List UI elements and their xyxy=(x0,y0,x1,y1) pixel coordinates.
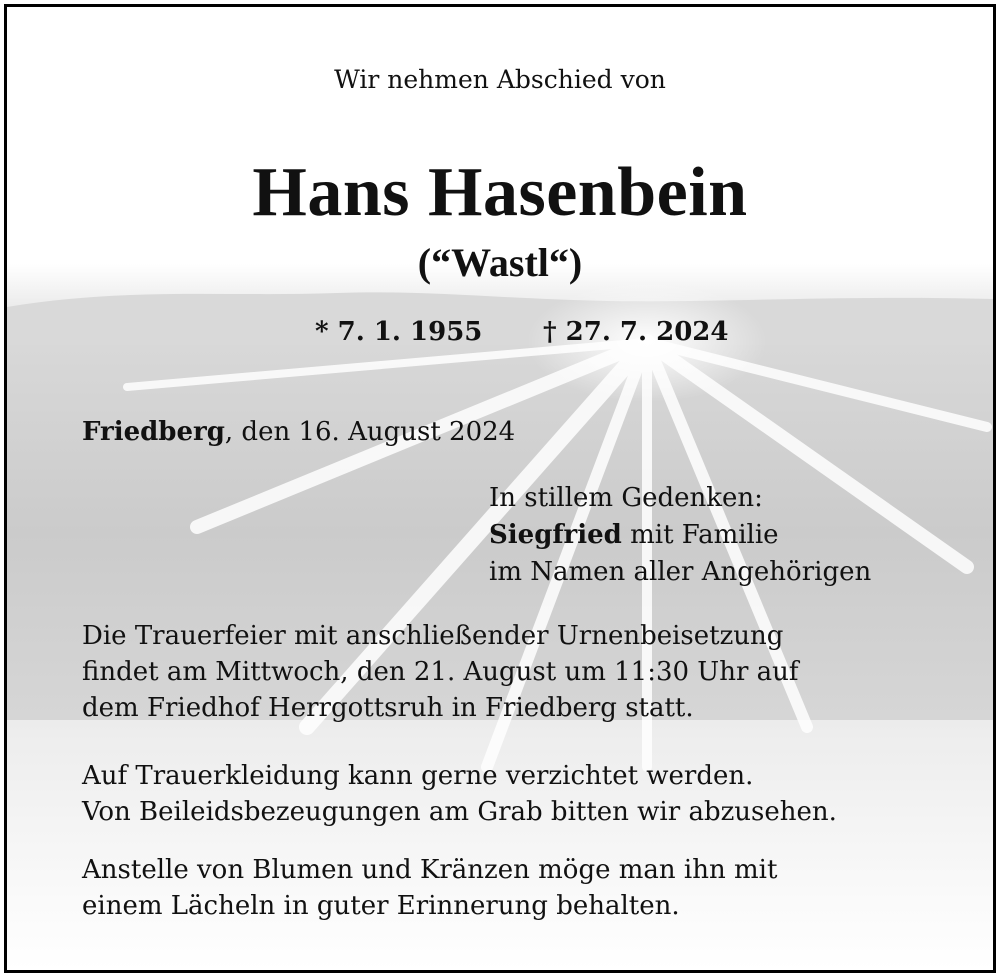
notice-date: , den 16. August 2024 xyxy=(224,417,516,447)
mountain-silhouette xyxy=(7,292,993,347)
ceremony-line-1: Die Trauerfeier mit anschließender Urnenbeisetzung xyxy=(82,621,784,651)
death-date: † 27. 7. 2024 xyxy=(543,317,729,347)
memorial-line-1: In stillem Gedenken: xyxy=(489,483,763,513)
intro-line: Wir nehmen Abschied von xyxy=(334,65,666,94)
place-date-line xyxy=(82,417,515,447)
clothing-line-1: Auf Trauerkleidung kann gerne verzichtet werden. xyxy=(82,761,754,791)
birth-date: * 7. 1. 1955 xyxy=(315,317,483,347)
flowers-line-2: einem Lächeln in guter Erinnerung behalten. xyxy=(82,891,680,921)
obituary-frame xyxy=(4,4,996,973)
mourner-name: Siegfried xyxy=(489,520,622,550)
nickname: (“Wastl“) xyxy=(417,240,583,285)
ceremony-line-2: findet am Mittwoch, den 21. August um 11:30 Uhr auf xyxy=(82,657,799,687)
memorial-line-2 xyxy=(489,520,779,550)
ceremony-line-3: dem Friedhof Herrgottsruh in Friedberg statt. xyxy=(82,693,694,723)
place-name: Friedberg xyxy=(82,417,225,447)
deceased-name: Hans Hasenbein xyxy=(252,154,748,231)
flowers-line-1: Anstelle von Blumen und Kränzen möge man ihn mit xyxy=(82,855,778,885)
clothing-line-2: Von Beileidsbezeugungen am Grab bitten wir abzusehen. xyxy=(82,797,837,827)
memorial-line-3: im Namen aller Angehörigen xyxy=(489,557,872,587)
mourner-family: mit Familie xyxy=(621,520,779,550)
